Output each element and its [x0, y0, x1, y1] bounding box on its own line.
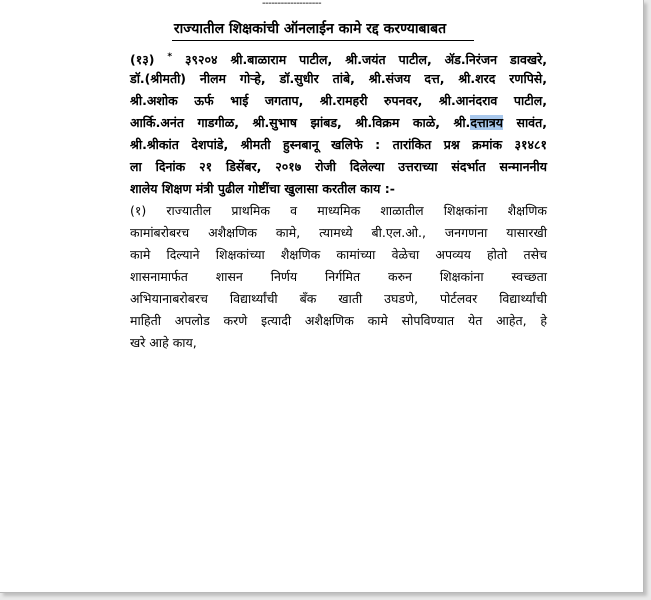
- body-line-1: (१) राज्यातील प्राथमिक व माध्यमिक शाळातील शिक्षकांना शैक्षणिक: [130, 203, 547, 218]
- body-line-5: अभियानाबरोबरच विद्यार्थ्यांची बँक खाती उघडणे, पोर्टलवर विद्यार्थ्यांची: [130, 291, 547, 306]
- body-line-2: कामांबरोबरच अशैक्षणिक कामे, त्यामध्ये बी.एल.ओ., जनगणना यासारखी: [130, 225, 547, 240]
- document-title: राज्यातील शिक्षकांची ऑनलाईन कामे रद्द करण्याबाबत: [173, 21, 447, 37]
- question-line-1-text: ३९२०४ श्री.बाळाराम पाटील, श्री.जयंत पाटील, ॲड.निरंजन डावखरे,: [185, 52, 548, 67]
- title-underline: [172, 40, 474, 41]
- question-line-4-text: आर्कि.अनंत गाडगीळ, श्री.सुभाष झांबड, श्री.विक्रम काळे, श्री.: [130, 115, 471, 130]
- question-line-3: श्री.अशोक ऊर्फ भाई जगताप, श्री.रामहरी रुपनवर, श्री.आनंदराव पाटील,: [130, 93, 547, 108]
- body-line-4: शासनामार्फत शासन निर्णय निर्गमित करुन शिक्षकांना स्वच्छता: [130, 269, 547, 284]
- body-line-7: खरे आहे काय,: [130, 335, 197, 350]
- question-number: (१३): [130, 52, 155, 67]
- question-line-5: श्री.श्रीकांत देशपांडे, श्रीमती हुस्नबानू खलिफे : तारांकित प्रश्न क्रमांक ३१४८१: [130, 137, 547, 152]
- star-marker: *: [167, 52, 173, 62]
- question-line-6: ला दिनांक २१ डिसेंबर, २०१७ रोजी दिलेल्या उत्तराच्या संदर्भात सन्माननीय: [130, 159, 547, 174]
- question-line-4[interactable]: [130, 112, 547, 134]
- selected-text[interactable]: दत्तात्रय: [470, 115, 503, 130]
- separator-line: -------------------: [262, 0, 322, 9]
- question-line-7: शालेय शिक्षण मंत्री पुढील गोष्टींचा खुलासा करतील काय :-: [130, 181, 395, 196]
- body-line-6: माहिती अपलोड करणे इत्यादी अशैक्षणिक कामे सोपविण्यात येत आहेत, हे: [130, 313, 547, 328]
- question-line-2: डॉ.(श्रीमती) नीलम गोऱ्हे, डॉ.सुधीर तांबे, श्री.संजय दत्त, श्री.शरद रणपिसे,: [130, 71, 547, 86]
- question-line-4-tail: सावंत,: [502, 115, 547, 130]
- body-line-3: कामे दिल्याने शिक्षकांच्या शैक्षणिक कामांच्या वेळेचा अपव्यय होतो तसेच: [130, 247, 547, 262]
